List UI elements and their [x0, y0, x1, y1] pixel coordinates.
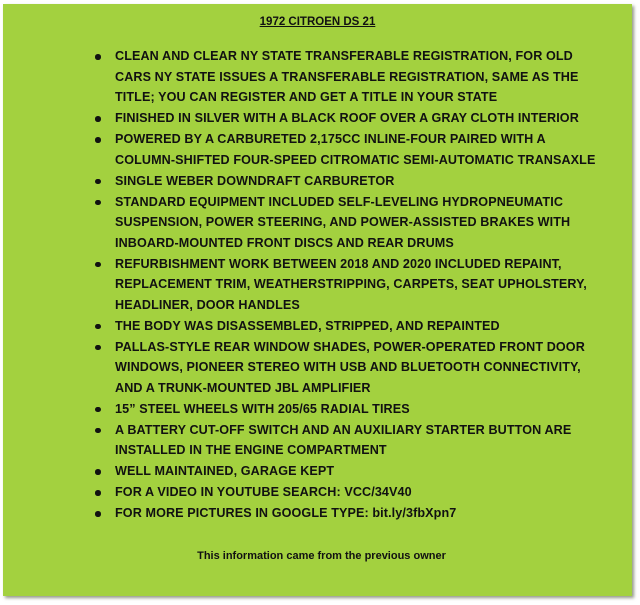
- list-item: [87, 171, 607, 192]
- document-title: [3, 16, 632, 28]
- bullet-dot-icon: [95, 137, 101, 143]
- list-item: [87, 108, 607, 129]
- bullet-dot-icon: [95, 200, 101, 206]
- info-sheet: [3, 4, 632, 596]
- list-item-text: SINGLE WEBER DOWNDRAFT CARBURETOR: [115, 173, 395, 188]
- list-item: [87, 399, 607, 420]
- list-item: [87, 46, 607, 108]
- list-item: [87, 503, 607, 524]
- bullet-dot-icon: [95, 262, 101, 268]
- bullet-dot-icon: [95, 511, 101, 517]
- feature-list: [87, 46, 607, 524]
- list-item: [87, 482, 607, 503]
- bullet-dot-icon: [95, 407, 101, 413]
- bullet-dot-icon: [95, 345, 101, 351]
- list-item: [87, 192, 607, 254]
- bullet-dot-icon: [95, 490, 101, 496]
- document-title-text: 1972 CITROEN DS 21: [259, 16, 376, 28]
- list-item: [87, 461, 607, 482]
- list-item-text: STANDARD EQUIPMENT INCLUDED SELF-LEVELING HYDROPNEUMATIC SUSPENSION, POWER STEERING, AND POWER-ASSISTED BRAKES WITH INBOARD-MOUNTED FRONT DISCS AND REAR DRUMS: [115, 194, 571, 250]
- bullet-dot-icon: [95, 324, 101, 330]
- bullet-dot-icon: [95, 54, 101, 60]
- list-item-text: 15” STEEL WHEELS WITH 205/65 RADIAL TIRES: [115, 401, 410, 416]
- list-item-text: A BATTERY CUT-OFF SWITCH AND AN AUXILIARY STARTER BUTTON ARE INSTALLED IN THE ENGINE COMPARTMENT: [115, 422, 572, 457]
- bullet-dot-icon: [95, 428, 101, 434]
- list-item: [87, 254, 607, 316]
- list-item-text: FOR MORE PICTURES IN GOOGLE TYPE: bit.ly/3fbXpn7: [115, 506, 457, 520]
- list-item-text: FINISHED IN SILVER WITH A BLACK ROOF OVER A GRAY CLOTH INTERIOR: [115, 111, 579, 125]
- list-item-text: PALLAS-STYLE REAR WINDOW SHADES, POWER-OPERATED FRONT DOOR WINDOWS, PIONEER STEREO WITH USB AND BLUETOOTH CONNECTIVITY, AND A TRUNK-MOUNTED JBL AMPLIFIER: [115, 339, 585, 395]
- list-item: [87, 316, 607, 337]
- bullet-dot-icon: [95, 179, 101, 185]
- list-item-text: THE BODY WAS DISASSEMBLED, STRIPPED, AND REPAINTED: [115, 318, 500, 333]
- bullet-dot-icon: [95, 116, 101, 122]
- list-item: [87, 337, 607, 399]
- list-item: [87, 129, 607, 170]
- list-item-text: CLEAN AND CLEAR NY STATE TRANSFERABLE REGISTRATION, FOR OLD CARS NY STATE ISSUES A TRANSFERABLE REGISTRATION, SAME AS THE TITLE; YOU CAN REGISTER AND GET A TITLE IN YOUR STATE: [115, 49, 579, 104]
- bullet-dot-icon: [95, 469, 101, 475]
- list-item-text: REFURBISHMENT WORK BETWEEN 2018 AND 2020 INCLUDED REPAINT, REPLACEMENT TRIM, WEATHERSTRIPPING, CARPETS, SEAT UPHOLSTERY, HEADLINER, DOOR HANDLES: [115, 256, 587, 312]
- list-item-text: POWERED BY A CARBURETED 2,175CC INLINE-FOUR PAIRED WITH A COLUMN-SHIFTED FOUR-SPEED CITROMATIC SEMI-AUTOMATIC TRANSAXLE: [115, 132, 596, 167]
- list-item-text: WELL MAINTAINED, GARAGE KEPT: [115, 464, 335, 478]
- list-item: [87, 420, 607, 461]
- list-item-text: FOR A VIDEO IN YOUTUBE SEARCH: VCC/34V40: [115, 485, 412, 499]
- footer-note: This information came from the previous owner: [197, 550, 446, 562]
